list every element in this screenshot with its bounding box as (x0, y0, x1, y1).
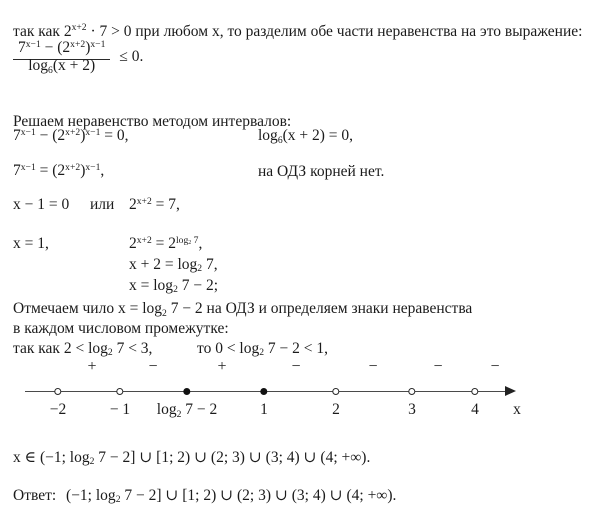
open-point (408, 388, 415, 395)
point-label: 2 (332, 401, 340, 418)
equation-difference-zero: $7^{x-1} - (2^{x+2})^{x-1} = 0$, (13, 126, 129, 144)
open-point (332, 388, 339, 395)
log-step-2: $x + 2 = \log_2 7$, (129, 255, 218, 275)
equation-powers-equal: $7^{x-1} = (2^{x+2})^{x-1}$, (13, 161, 105, 179)
solution-set-text: x ∈ (−1; $\log_2 7 - 2$] ∪ [1; 2) ∪ (2; 3) ∪ (3; 4) ∪ (4; +∞). (13, 448, 371, 468)
answer-row (13, 486, 396, 505)
interval-sign: + (87, 358, 97, 375)
fraction-numerator: $7^{x-1} - (2^{x+2})^{x-1}$ (13, 39, 110, 60)
note-line-3b: то $0 < \log_2 7 - 2 < 1$, (197, 339, 329, 359)
open-point (54, 388, 61, 395)
inequality-relation: ≤ 0. (119, 48, 144, 65)
axis-label: x (513, 401, 521, 418)
case-split-row (13, 196, 593, 214)
point-label: 3 (408, 401, 416, 418)
interval-sign: − (148, 358, 158, 375)
note-line-1: Отмечаем чило $x = \log_2 7 - 2$ на ОДЗ и определяем знаки неравенства (13, 300, 473, 319)
axis-arrow-icon (505, 386, 516, 396)
fraction-denominator: $\log_6(x + 2)$ (28, 57, 96, 76)
equation-x-minus-1: x − 1 = 0 (13, 196, 70, 213)
log-solution-steps (129, 234, 218, 296)
open-point (471, 388, 478, 395)
equation-x-equals-1: x = 1, (13, 235, 49, 252)
number-line (0, 355, 600, 420)
answer-label: Ответ: (13, 486, 57, 504)
open-point (116, 388, 123, 395)
inequality-fraction (13, 39, 143, 75)
point-label: − 1 (109, 401, 131, 418)
interval-sign: − (291, 358, 301, 375)
interval-sign: − (433, 358, 443, 375)
point-label: −2 (49, 401, 67, 418)
odz-no-roots-note: на ОДЗ корней нет. (258, 163, 385, 180)
log-step-3: $x = \log_2 7 - 2$; (129, 276, 219, 296)
note-line-2: в каждом числовом промежутке: (13, 319, 229, 337)
note-line-3a: так как $2 < \log_2 7 < 3$, (13, 339, 153, 359)
equation-log-zero: $\log_6(x + 2) = 0$, (258, 127, 354, 146)
log-step-1: $2^{x+2} = 2^{log_2 7}$, (129, 234, 203, 252)
point-label: 4 (471, 401, 479, 418)
interval-sign: − (490, 358, 500, 375)
point-label: 1 (260, 401, 268, 418)
fraction (13, 39, 110, 75)
or-connector: или (90, 196, 115, 213)
interval-sign: − (368, 358, 378, 375)
equation-2-pow-eq-7: $2^{x+2} = 7$, (129, 195, 180, 213)
method-text: Решаем неравенство методом интервалов: (13, 112, 292, 130)
answer-set-text: (−1; $\log_2 7 - 2$] ∪ [1; 2) ∪ (2; 3) ∪ (3; 4) ∪ (4; +∞). (66, 486, 397, 505)
interval-sign: + (217, 358, 227, 375)
filled-point (260, 388, 267, 395)
point-label: $\log_2 7 - 2$ (156, 401, 218, 420)
note-paragraph (13, 299, 593, 358)
filled-point (183, 388, 190, 395)
intro-text: так как $2^{x+2} \cdot 7 > 0$ при любом x, то разделим обе части неравенства на это выражение: (13, 22, 583, 40)
